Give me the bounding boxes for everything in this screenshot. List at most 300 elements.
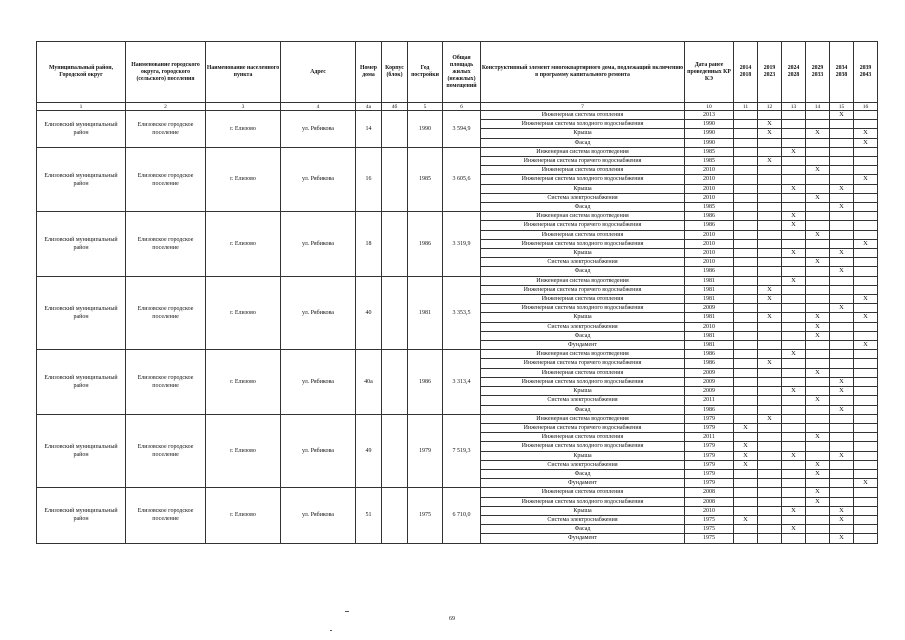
period-mark-cell: [854, 488, 878, 497]
period-mark-cell: [830, 460, 854, 469]
period-mark-cell: [782, 239, 806, 248]
period-mark-cell: [758, 147, 782, 156]
period-mark-cell: X: [830, 203, 854, 212]
period-mark-cell: [854, 331, 878, 340]
area-cell: 7 519,3: [443, 414, 481, 488]
table-row: [37, 488, 878, 497]
locality-cell: г. Елизово: [206, 414, 281, 488]
element-name-cell: Система электроснабжения: [481, 460, 685, 469]
period-mark-cell: X: [830, 515, 854, 524]
period-mark-cell: [830, 488, 854, 497]
period-mark-cell: [734, 304, 758, 313]
district-cell: Елизовский муниципальный район: [37, 147, 126, 211]
repair-date-cell: 1981: [685, 331, 734, 340]
repair-date-cell: 1990: [685, 138, 734, 147]
element-name-cell: Инженерная система отопления: [481, 111, 685, 120]
period-mark-cell: [854, 184, 878, 193]
period-mark-cell: [830, 258, 854, 267]
column-index: 10: [685, 103, 734, 111]
element-name-cell: Инженерная система холодного водоснабжения: [481, 377, 685, 386]
build-year-cell: 1990: [408, 111, 443, 148]
period-mark-cell: [830, 497, 854, 506]
period-mark-cell: [806, 111, 830, 120]
period-mark-cell: [782, 285, 806, 294]
period-mark-cell: [758, 423, 782, 432]
period-mark-cell: [854, 258, 878, 267]
period-mark-cell: [854, 267, 878, 276]
period-mark-cell: X: [854, 479, 878, 488]
period-mark-cell: [758, 377, 782, 386]
period-mark-cell: X: [806, 469, 830, 478]
repair-date-cell: 1986: [685, 405, 734, 414]
period-mark-cell: [758, 203, 782, 212]
period-mark-cell: X: [806, 331, 830, 340]
table-body: [37, 111, 878, 544]
repair-program-table: [36, 41, 878, 544]
element-name-cell: Крыша: [481, 129, 685, 138]
period-mark-cell: [830, 313, 854, 322]
period-mark-cell: [854, 497, 878, 506]
period-mark-cell: [734, 249, 758, 258]
period-mark-cell: X: [830, 451, 854, 460]
period-mark-cell: X: [758, 120, 782, 129]
repair-date-cell: 1979: [685, 460, 734, 469]
period-mark-cell: [782, 267, 806, 276]
locality-cell: г. Елизово: [206, 212, 281, 276]
period-mark-cell: [782, 313, 806, 322]
period-mark-cell: [782, 111, 806, 120]
period-mark-cell: X: [782, 506, 806, 515]
period-mark-cell: X: [806, 230, 830, 239]
period-mark-cell: [830, 525, 854, 534]
period-mark-cell: [782, 304, 806, 313]
period-mark-cell: X: [758, 295, 782, 304]
period-mark-cell: X: [854, 129, 878, 138]
block-cell: [382, 212, 408, 276]
period-mark-cell: [854, 221, 878, 230]
build-year-cell: 1975: [408, 488, 443, 543]
period-mark-cell: [734, 147, 758, 156]
repair-date-cell: 1986: [685, 350, 734, 359]
period-mark-cell: [758, 405, 782, 414]
period-mark-cell: [854, 157, 878, 166]
period-mark-cell: X: [830, 267, 854, 276]
period-mark-cell: [782, 469, 806, 478]
period-mark-cell: X: [806, 166, 830, 175]
period-mark-cell: [782, 295, 806, 304]
period-mark-cell: [758, 350, 782, 359]
element-name-cell: Инженерная система отопления: [481, 166, 685, 175]
period-mark-cell: [782, 515, 806, 524]
period-mark-cell: X: [830, 249, 854, 258]
period-mark-cell: [782, 193, 806, 202]
period-mark-cell: X: [806, 129, 830, 138]
period-mark-cell: X: [830, 387, 854, 396]
element-name-cell: Инженерная система отопления: [481, 433, 685, 442]
district-cell: Елизовский муниципальный район: [37, 212, 126, 276]
period-mark-cell: X: [782, 249, 806, 258]
locality-cell: г. Елизово: [206, 488, 281, 543]
column-header: Год постройки: [408, 42, 443, 103]
table-row: [37, 414, 878, 423]
locality-cell: г. Елизово: [206, 111, 281, 148]
period-mark-cell: X: [758, 129, 782, 138]
period-mark-cell: [734, 203, 758, 212]
column-index-row: [37, 103, 878, 111]
period-mark-cell: [782, 331, 806, 340]
period-mark-cell: [758, 258, 782, 267]
repair-date-cell: 1981: [685, 313, 734, 322]
repair-date-cell: 1986: [685, 267, 734, 276]
period-mark-cell: [758, 322, 782, 331]
column-header: 2039 2043: [854, 42, 878, 103]
district-cell: Елизовский муниципальный район: [37, 276, 126, 350]
element-name-cell: Фасад: [481, 405, 685, 414]
page-number: 69: [449, 616, 455, 622]
column-header: 2029 2033: [806, 42, 830, 103]
period-mark-cell: X: [758, 313, 782, 322]
repair-date-cell: 2010: [685, 506, 734, 515]
period-mark-cell: [734, 129, 758, 138]
settlement-cell: Елизовское городское поселение: [126, 111, 206, 148]
scan-mark: [345, 611, 349, 612]
element-name-cell: Инженерная система горячего водоснабжения: [481, 359, 685, 368]
column-index: 11: [734, 103, 758, 111]
period-mark-cell: [734, 221, 758, 230]
period-mark-cell: [854, 414, 878, 423]
period-mark-cell: [830, 331, 854, 340]
element-name-cell: Инженерная система горячего водоснабжения: [481, 221, 685, 230]
period-mark-cell: [830, 212, 854, 221]
period-mark-cell: X: [806, 396, 830, 405]
repair-date-cell: 1979: [685, 423, 734, 432]
period-mark-cell: [854, 451, 878, 460]
period-mark-cell: [734, 534, 758, 543]
period-mark-cell: [830, 221, 854, 230]
element-name-cell: Крыша: [481, 249, 685, 258]
period-mark-cell: X: [854, 175, 878, 184]
period-mark-cell: [782, 414, 806, 423]
element-name-cell: Фасад: [481, 138, 685, 147]
street-cell: ул. Рябикова: [281, 488, 356, 543]
period-mark-cell: [806, 184, 830, 193]
build-year-cell: 1979: [408, 414, 443, 488]
period-mark-cell: X: [830, 304, 854, 313]
column-header: Конструктивный элемент многоквартирного дома, подлежащий включению в программу капитального ремонта: [481, 42, 685, 103]
period-mark-cell: [830, 166, 854, 175]
period-mark-cell: [782, 460, 806, 469]
street-cell: ул. Рябикова: [281, 147, 356, 211]
period-mark-cell: [806, 479, 830, 488]
period-mark-cell: [734, 184, 758, 193]
period-mark-cell: [830, 295, 854, 304]
period-mark-cell: X: [758, 285, 782, 294]
period-mark-cell: [782, 258, 806, 267]
repair-date-cell: 1986: [685, 359, 734, 368]
element-name-cell: Инженерная система горячего водоснабжения: [481, 157, 685, 166]
period-mark-cell: [734, 322, 758, 331]
period-mark-cell: [854, 193, 878, 202]
period-mark-cell: X: [806, 433, 830, 442]
repair-date-cell: 2013: [685, 111, 734, 120]
period-mark-cell: [758, 341, 782, 350]
period-mark-cell: [854, 515, 878, 524]
area-cell: 6 710,0: [443, 488, 481, 543]
period-mark-cell: [782, 175, 806, 184]
period-mark-cell: [734, 239, 758, 248]
build-year-cell: 1986: [408, 212, 443, 276]
period-mark-cell: [830, 423, 854, 432]
period-mark-cell: X: [734, 515, 758, 524]
period-mark-cell: [806, 147, 830, 156]
period-mark-cell: [782, 442, 806, 451]
period-mark-cell: [734, 331, 758, 340]
repair-date-cell: 1975: [685, 515, 734, 524]
period-mark-cell: X: [758, 414, 782, 423]
column-header: Адрес: [281, 42, 356, 103]
period-mark-cell: [758, 469, 782, 478]
element-name-cell: Инженерная система водоотведения: [481, 147, 685, 156]
period-mark-cell: [806, 515, 830, 524]
period-mark-cell: [734, 295, 758, 304]
scan-mark: [330, 630, 332, 631]
period-mark-cell: X: [854, 313, 878, 322]
element-name-cell: Система электроснабжения: [481, 193, 685, 202]
period-mark-cell: X: [830, 506, 854, 515]
house-number-cell: 14: [356, 111, 382, 148]
period-mark-cell: [782, 497, 806, 506]
period-mark-cell: [758, 276, 782, 285]
period-mark-cell: X: [806, 497, 830, 506]
area-cell: 3 605,6: [443, 147, 481, 211]
repair-date-cell: 1985: [685, 147, 734, 156]
period-mark-cell: X: [782, 276, 806, 285]
period-mark-cell: [806, 221, 830, 230]
build-year-cell: 1985: [408, 147, 443, 211]
period-mark-cell: [830, 285, 854, 294]
district-cell: Елизовский муниципальный район: [37, 488, 126, 543]
column-header: Общая площадь жилых (нежилых) помещений: [443, 42, 481, 103]
column-header: 2019 2023: [758, 42, 782, 103]
period-mark-cell: [734, 267, 758, 276]
period-mark-cell: X: [782, 350, 806, 359]
period-mark-cell: [854, 276, 878, 285]
repair-date-cell: 2010: [685, 258, 734, 267]
period-mark-cell: [782, 405, 806, 414]
period-mark-cell: [806, 377, 830, 386]
locality-cell: г. Елизово: [206, 276, 281, 350]
repair-date-cell: 1981: [685, 285, 734, 294]
element-name-cell: Фасад: [481, 331, 685, 340]
column-index: 3: [206, 103, 281, 111]
column-header: Наименование городского округа, городского (сельского) поселения: [126, 42, 206, 103]
repair-date-cell: 1979: [685, 451, 734, 460]
period-mark-cell: [854, 285, 878, 294]
column-index: 12: [758, 103, 782, 111]
element-name-cell: Система электроснабжения: [481, 322, 685, 331]
element-name-cell: Инженерная система горячего водоснабжения: [481, 285, 685, 294]
block-cell: [382, 147, 408, 211]
column-index: 16: [854, 103, 878, 111]
repair-date-cell: 1985: [685, 157, 734, 166]
period-mark-cell: [854, 230, 878, 239]
element-name-cell: Фундамент: [481, 341, 685, 350]
period-mark-cell: X: [854, 239, 878, 248]
repair-date-cell: 2010: [685, 184, 734, 193]
period-mark-cell: [734, 313, 758, 322]
period-mark-cell: X: [830, 405, 854, 414]
period-mark-cell: X: [806, 313, 830, 322]
period-mark-cell: X: [806, 368, 830, 377]
column-header: 2034 2038: [830, 42, 854, 103]
build-year-cell: 1986: [408, 350, 443, 414]
period-mark-cell: [782, 341, 806, 350]
period-mark-cell: [758, 212, 782, 221]
period-mark-cell: [758, 267, 782, 276]
period-mark-cell: [734, 414, 758, 423]
period-mark-cell: [734, 405, 758, 414]
period-mark-cell: X: [758, 157, 782, 166]
period-mark-cell: [830, 147, 854, 156]
period-mark-cell: [734, 138, 758, 147]
period-mark-cell: [854, 249, 878, 258]
period-mark-cell: [782, 129, 806, 138]
column-index: 4: [281, 103, 356, 111]
period-mark-cell: [758, 442, 782, 451]
element-name-cell: Крыша: [481, 313, 685, 322]
period-mark-cell: [758, 239, 782, 248]
column-index: 14: [806, 103, 830, 111]
period-mark-cell: X: [734, 451, 758, 460]
period-mark-cell: [854, 506, 878, 515]
element-name-cell: Инженерная система горячего водоснабжения: [481, 423, 685, 432]
table-row: [37, 212, 878, 221]
period-mark-cell: X: [830, 534, 854, 543]
repair-date-cell: 1979: [685, 414, 734, 423]
repair-date-cell: 2010: [685, 175, 734, 184]
period-mark-cell: [830, 414, 854, 423]
house-number-cell: 16: [356, 147, 382, 211]
repair-date-cell: 2009: [685, 368, 734, 377]
period-mark-cell: [734, 469, 758, 478]
repair-date-cell: 2009: [685, 377, 734, 386]
repair-date-cell: 2010: [685, 322, 734, 331]
period-mark-cell: [758, 488, 782, 497]
element-name-cell: Система электроснабжения: [481, 396, 685, 405]
period-mark-cell: [806, 350, 830, 359]
repair-date-cell: 1979: [685, 469, 734, 478]
period-mark-cell: [782, 368, 806, 377]
period-mark-cell: [782, 433, 806, 442]
block-cell: [382, 488, 408, 543]
repair-date-cell: 2011: [685, 396, 734, 405]
column-header: 2024 2028: [782, 42, 806, 103]
period-mark-cell: [758, 249, 782, 258]
settlement-cell: Елизовское городское поселение: [126, 276, 206, 350]
period-mark-cell: [758, 193, 782, 202]
column-index: 7: [481, 103, 685, 111]
period-mark-cell: [782, 396, 806, 405]
element-name-cell: Система электроснабжения: [481, 515, 685, 524]
period-mark-cell: [806, 120, 830, 129]
period-mark-cell: [854, 423, 878, 432]
period-mark-cell: [782, 534, 806, 543]
period-mark-cell: X: [782, 387, 806, 396]
period-mark-cell: [854, 304, 878, 313]
repair-date-cell: 2009: [685, 387, 734, 396]
period-mark-cell: X: [854, 341, 878, 350]
settlement-cell: Елизовское городское поселение: [126, 147, 206, 211]
period-mark-cell: [734, 488, 758, 497]
house-number-cell: 40а: [356, 350, 382, 414]
period-mark-cell: [806, 442, 830, 451]
period-mark-cell: [854, 203, 878, 212]
column-header: Корпус (блок): [382, 42, 408, 103]
area-cell: 3 313,4: [443, 350, 481, 414]
period-mark-cell: [734, 506, 758, 515]
period-mark-cell: [782, 322, 806, 331]
column-index: 1: [37, 103, 126, 111]
period-mark-cell: [734, 341, 758, 350]
period-mark-cell: [854, 377, 878, 386]
house-number-cell: 51: [356, 488, 382, 543]
district-cell: Елизовский муниципальный район: [37, 350, 126, 414]
period-mark-cell: [806, 525, 830, 534]
period-mark-cell: [758, 506, 782, 515]
period-mark-cell: [782, 377, 806, 386]
period-mark-cell: [854, 166, 878, 175]
period-mark-cell: [830, 322, 854, 331]
period-mark-cell: X: [782, 212, 806, 221]
column-index: 5: [408, 103, 443, 111]
period-mark-cell: [806, 157, 830, 166]
element-name-cell: Система электроснабжения: [481, 258, 685, 267]
period-mark-cell: [854, 368, 878, 377]
element-name-cell: Инженерная система водоотведения: [481, 212, 685, 221]
period-mark-cell: [854, 359, 878, 368]
period-mark-cell: [806, 304, 830, 313]
settlement-cell: Елизовское городское поселение: [126, 350, 206, 414]
house-number-cell: 40: [356, 276, 382, 350]
period-mark-cell: [854, 147, 878, 156]
repair-date-cell: 2011: [685, 433, 734, 442]
element-name-cell: Инженерная система холодного водоснабжения: [481, 175, 685, 184]
period-mark-cell: [854, 120, 878, 129]
element-name-cell: Инженерная система холодного водоснабжения: [481, 442, 685, 451]
period-mark-cell: [806, 138, 830, 147]
period-mark-cell: X: [806, 488, 830, 497]
block-cell: [382, 111, 408, 148]
element-name-cell: Крыша: [481, 184, 685, 193]
period-mark-cell: [830, 175, 854, 184]
locality-cell: г. Елизово: [206, 350, 281, 414]
column-header: Дата ранее проведенных КР КЭ: [685, 42, 734, 103]
period-mark-cell: [854, 387, 878, 396]
period-mark-cell: [806, 414, 830, 423]
period-mark-cell: [734, 166, 758, 175]
period-mark-cell: [734, 285, 758, 294]
column-index: 2: [126, 103, 206, 111]
repair-date-cell: 1986: [685, 212, 734, 221]
repair-date-cell: 2008: [685, 488, 734, 497]
period-mark-cell: [830, 120, 854, 129]
period-mark-cell: [806, 239, 830, 248]
period-mark-cell: [830, 157, 854, 166]
period-mark-cell: [758, 479, 782, 488]
period-mark-cell: [854, 111, 878, 120]
period-mark-cell: [806, 295, 830, 304]
period-mark-cell: [734, 193, 758, 202]
